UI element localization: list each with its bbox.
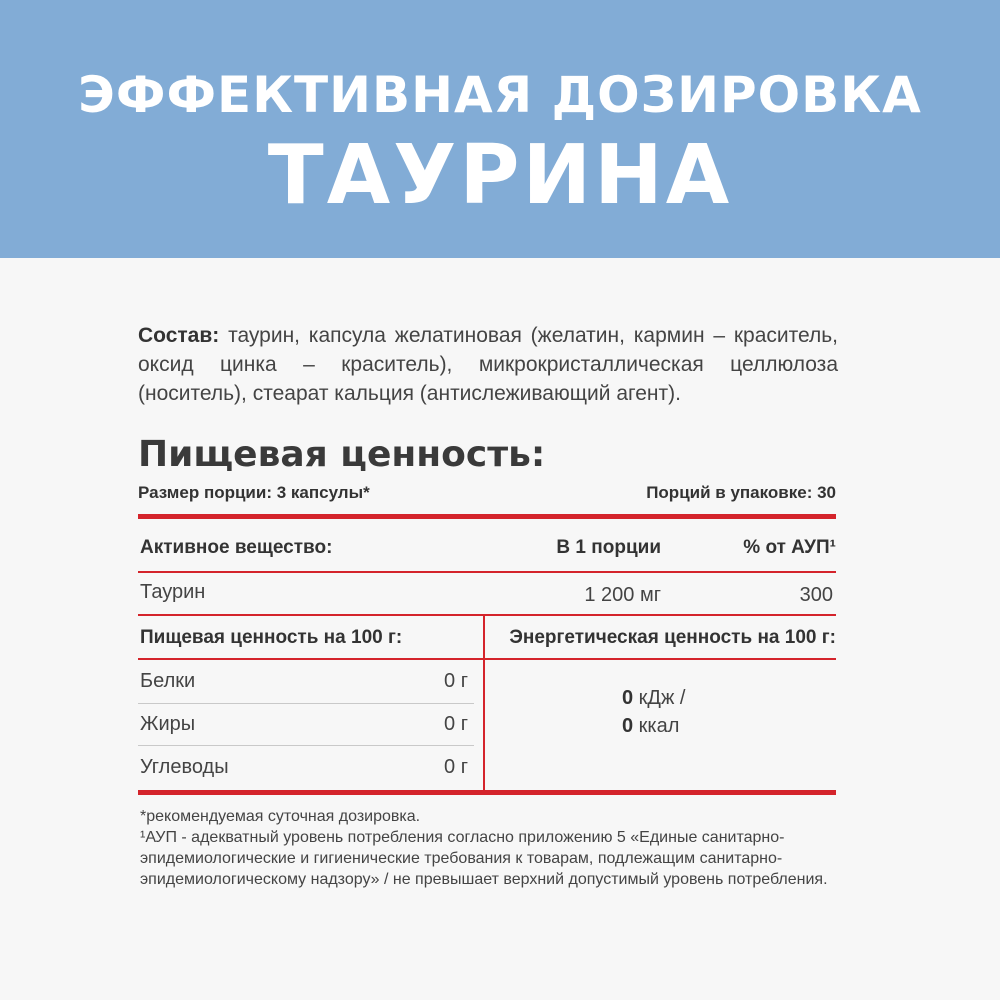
banner-title-line2: ТАУРИНА [267, 128, 733, 223]
macro-divider [138, 745, 474, 746]
footnote-aup: ¹АУП - адекватный уровень потребления согласно приложению 5 «Единые санитарно-эпидемиологические и гигиенические требования к товарам, подлежащим санитарно-эпидемиологическому надзору» / не превышает верхний допустимый уровень потребления. [140, 829, 828, 888]
serving-size: Размер порции: 3 капсулы* [138, 483, 370, 502]
energy-kcal-value: 0 [622, 715, 634, 737]
energy-kj-line [622, 684, 685, 712]
footnotes [140, 806, 840, 890]
banner-title-line1: ЭФФЕКТИВНАЯ ДОЗИРОВКА [78, 66, 922, 124]
table-bottom-rule [138, 790, 836, 795]
energy-kcal-unit: ккал [633, 715, 680, 737]
column-divider [483, 614, 485, 790]
servings-per-pack: Порций в упаковке: 30 [646, 483, 836, 502]
macro-name: Жиры [140, 713, 196, 735]
composition-label: Состав: [138, 324, 220, 347]
active-amount: 1 200 мг [584, 584, 661, 606]
composition-body: таурин, капсула желатиновая (желатин, кармин – краситель, оксид цинка – краситель), микрокристаллическая целлюлоза (носитель), стеарат кальция (антислеживающий агент). [138, 324, 838, 405]
per100-header-divider [138, 658, 836, 660]
header-active-substance: Активное вещество: [140, 537, 333, 558]
macro-divider [138, 703, 474, 704]
nutrition-title: Пищевая ценность: [138, 434, 546, 475]
energy-kj-value: 0 [622, 687, 634, 709]
energy-kcal-line [622, 712, 685, 740]
macro-name: Белки [140, 670, 196, 692]
per100-title: Пищевая ценность на 100 г: [140, 627, 403, 648]
active-rda: 300 [799, 584, 833, 606]
composition-text [138, 321, 838, 408]
energy-title: Энергетическая ценность на 100 г: [509, 627, 836, 648]
header-per-serving: В 1 порции [556, 537, 661, 558]
header-divider [138, 571, 836, 573]
active-row-divider [138, 614, 836, 616]
header-rda: % от АУП¹ [743, 537, 836, 558]
active-name: Таурин [140, 581, 206, 603]
header-banner [0, 0, 1000, 258]
energy-value [622, 684, 685, 740]
footnote-serving: *рекомендуемая суточная дозировка. [140, 808, 421, 825]
energy-kj-unit: кДж / [633, 687, 686, 709]
macro-value: 0 г [444, 756, 468, 778]
macro-name: Углеводы [140, 756, 229, 778]
table-top-rule [138, 514, 836, 519]
serving-info-row [138, 483, 836, 507]
macro-value: 0 г [444, 670, 468, 692]
macro-value: 0 г [444, 713, 468, 735]
